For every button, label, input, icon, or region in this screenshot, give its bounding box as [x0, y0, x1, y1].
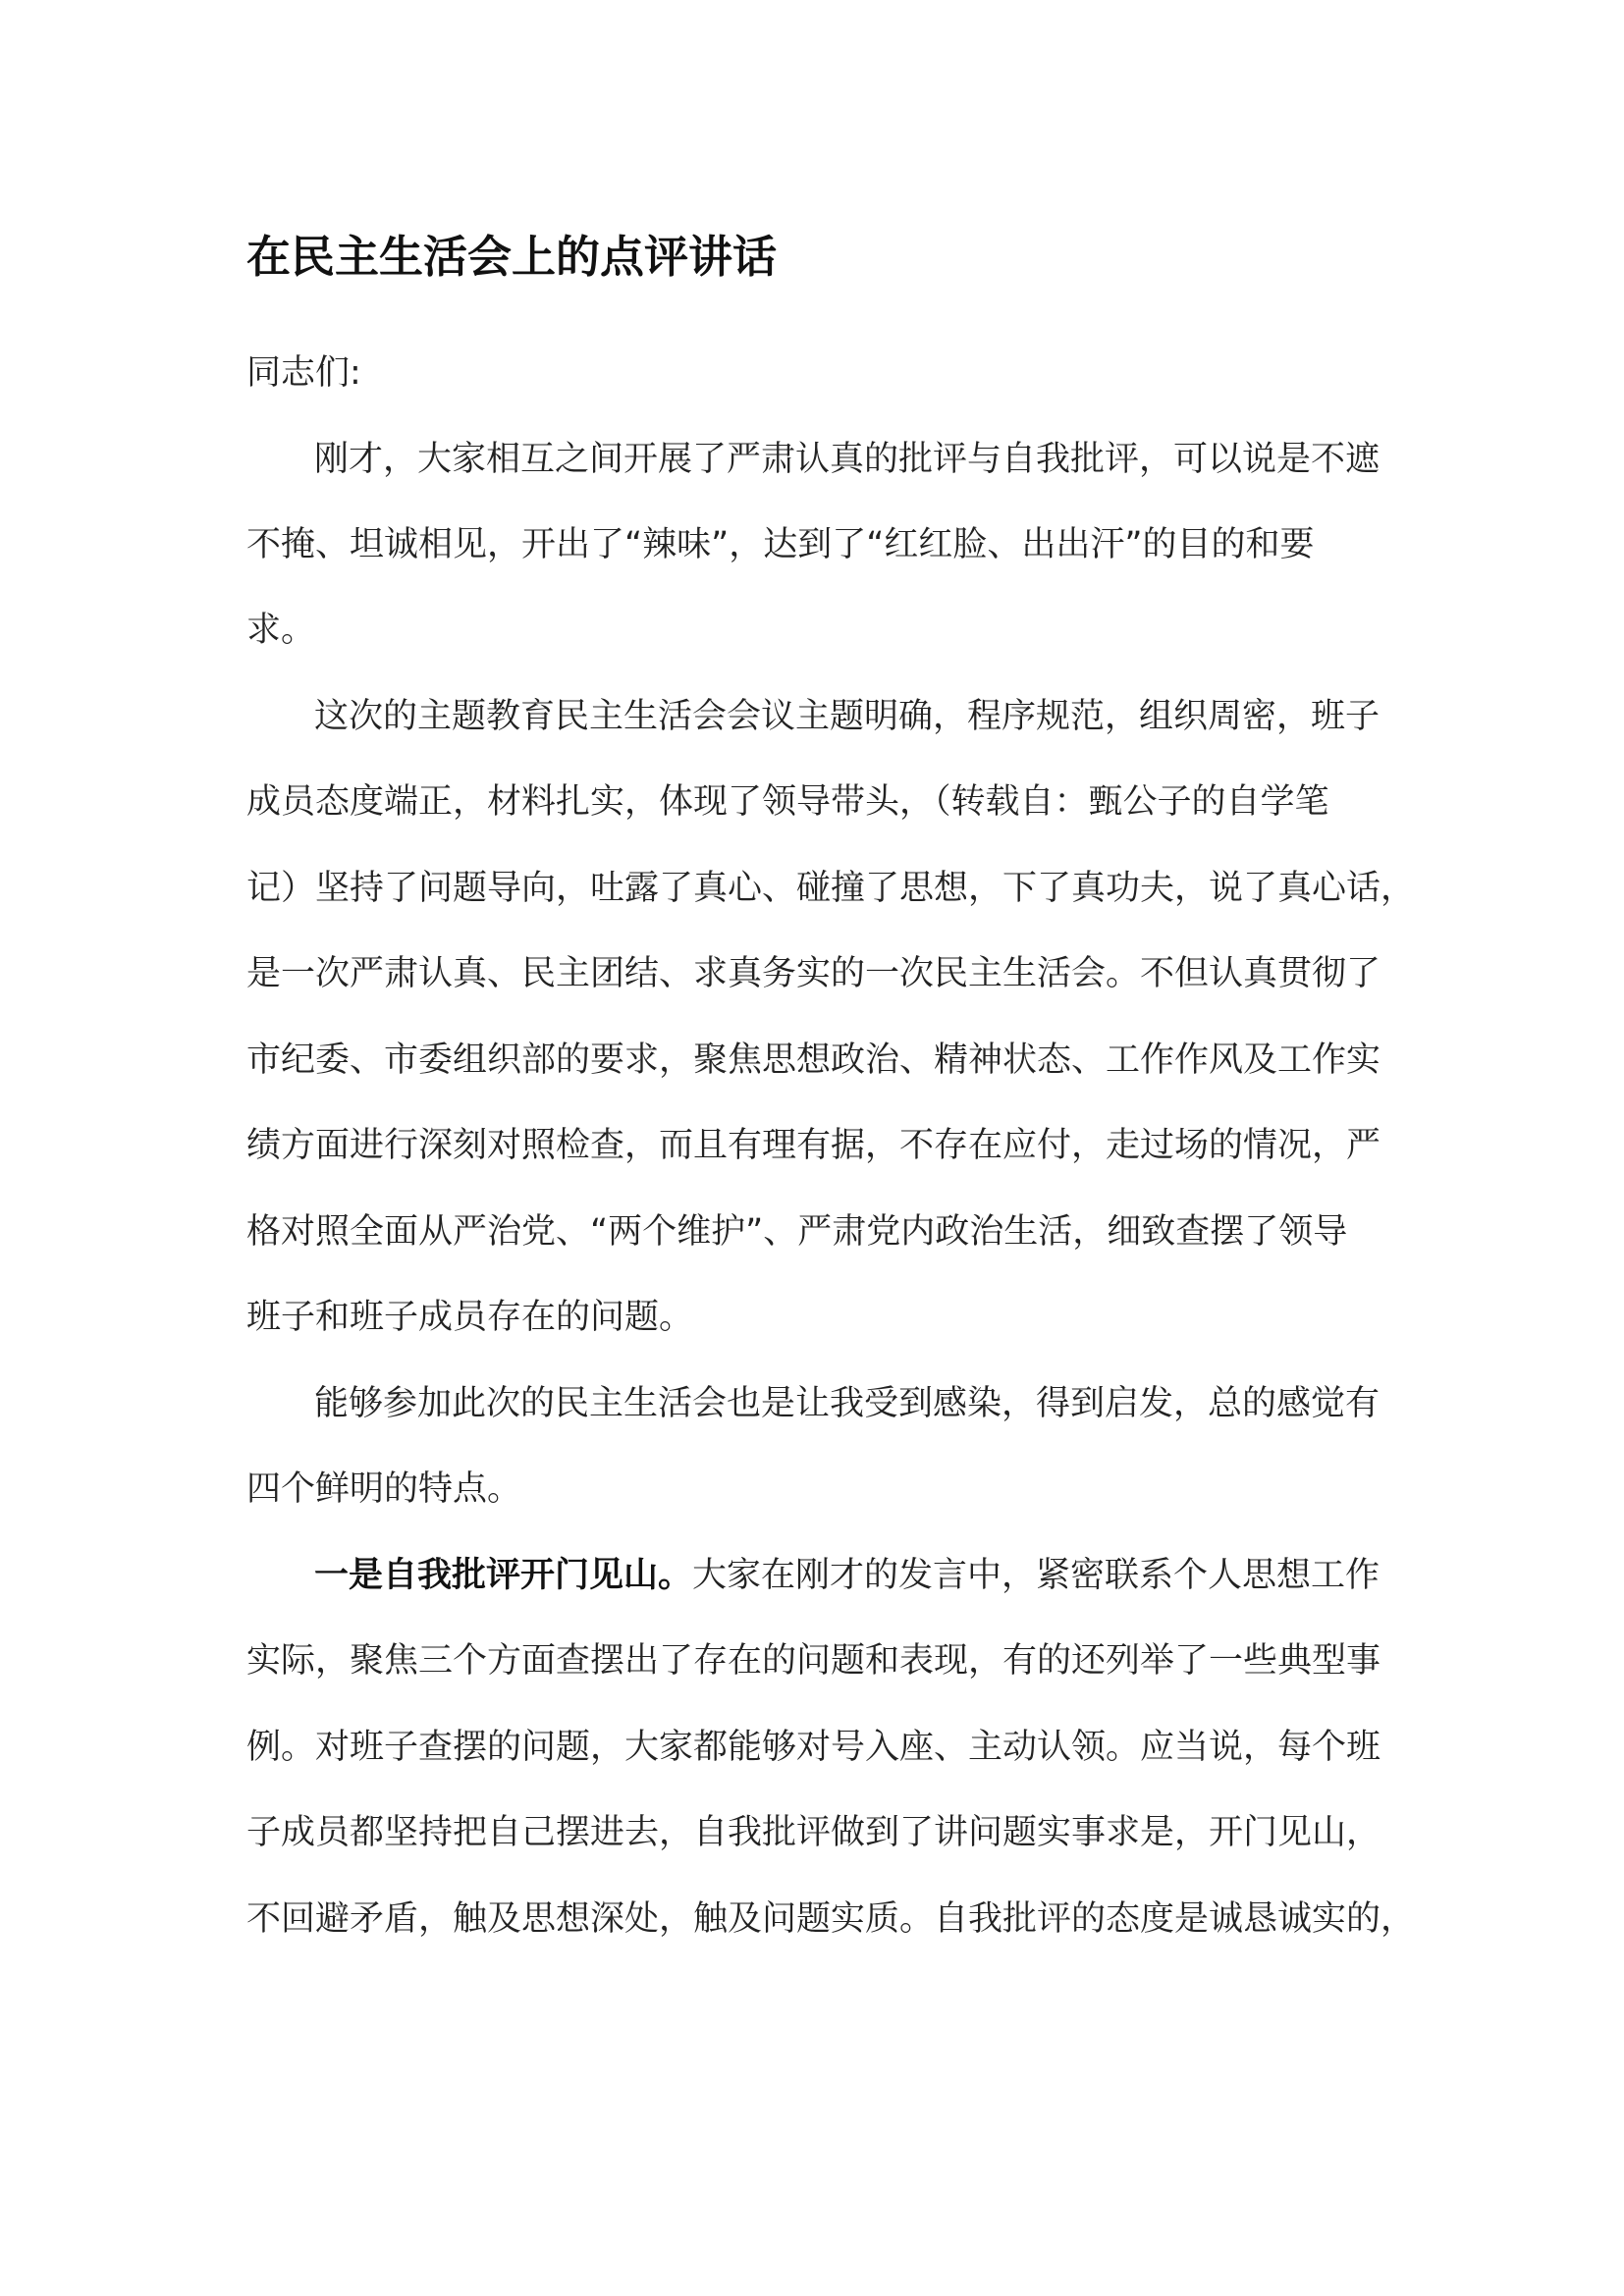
paragraph-4-line-1 [314, 1551, 1473, 1600]
paragraph-4-line-2: 实际，聚焦三个方面查摆出了存在的问题和表现，有的还列举了一些典型事 [246, 1641, 1381, 1681]
paragraph-3-line-2: 四个鲜明的特点。 [246, 1469, 522, 1509]
paragraph-2-line-3: 记）坚持了问题导向，吐露了真心、碰撞了思想，下了真功夫，说了真心话， [246, 869, 1416, 908]
document-title: 在民主生活会上的点评讲话 [246, 231, 778, 283]
paragraph-2-line-4: 是一次严肃认真、民主团结、求真务实的一次民主生活会。不但认真贯彻了 [246, 954, 1381, 993]
paragraph-2-line-2: 成员态度端正，材料扎实，体现了领导带头，（转载自：甄公子的自学笔 [246, 782, 1329, 822]
paragraph-2-line-5: 市纪委、市委组织部的要求，聚焦思想政治、精神状态、工作作风及工作实 [246, 1041, 1381, 1080]
paragraph-2-line-8: 班子和班子成员存在的问题。 [246, 1298, 694, 1337]
paragraph-4-line-3: 例。对班子查摆的问题，大家都能够对号入座、主动认领。应当说，每个班 [246, 1728, 1381, 1767]
paragraph-2-line-6: 绩方面进行深刻对照检查，而且有理有据，不存在应付，走过场的情况，严 [246, 1126, 1381, 1165]
paragraph-4-line-5: 不回避矛盾，触及思想深处，触及问题实质。自我批评的态度是诚恳诚实的， [246, 1899, 1416, 1939]
paragraph-4-line-4: 子成员都坚持把自己摆进去，自我批评做到了讲问题实事求是，开门见山， [246, 1813, 1381, 1852]
paragraph-2-line-1: 这次的主题教育民主生活会会议主题明确，程序规范，组织周密，班子 [314, 697, 1380, 736]
paragraph-1-line-3: 求。 [246, 611, 316, 650]
paragraph-3-line-1: 能够参加此次的民主生活会也是让我受到感染，得到启发，总的感觉有 [314, 1384, 1380, 1423]
point-one-heading: 一是自我批评开门见山。 [314, 1556, 693, 1595]
paragraph-1-line-1: 刚才，大家相互之间开展了严肃认真的批评与自我批评，可以说是不遮 [314, 440, 1380, 479]
point-one-text: 大家在刚才的发言中，紧密联系个人思想工作 [692, 1556, 1380, 1595]
paragraph-1-line-2: 不掩、坦诚相见，开出了“辣味”，达到了“红红脸、出出汗”的目的和要 [246, 525, 1315, 564]
paragraph-2-line-7: 格对照全面从严治党、“两个维护”、严肃党内政治生活，细致查摆了领导 [246, 1212, 1348, 1252]
salutation-line: 同志们: [246, 353, 361, 393]
